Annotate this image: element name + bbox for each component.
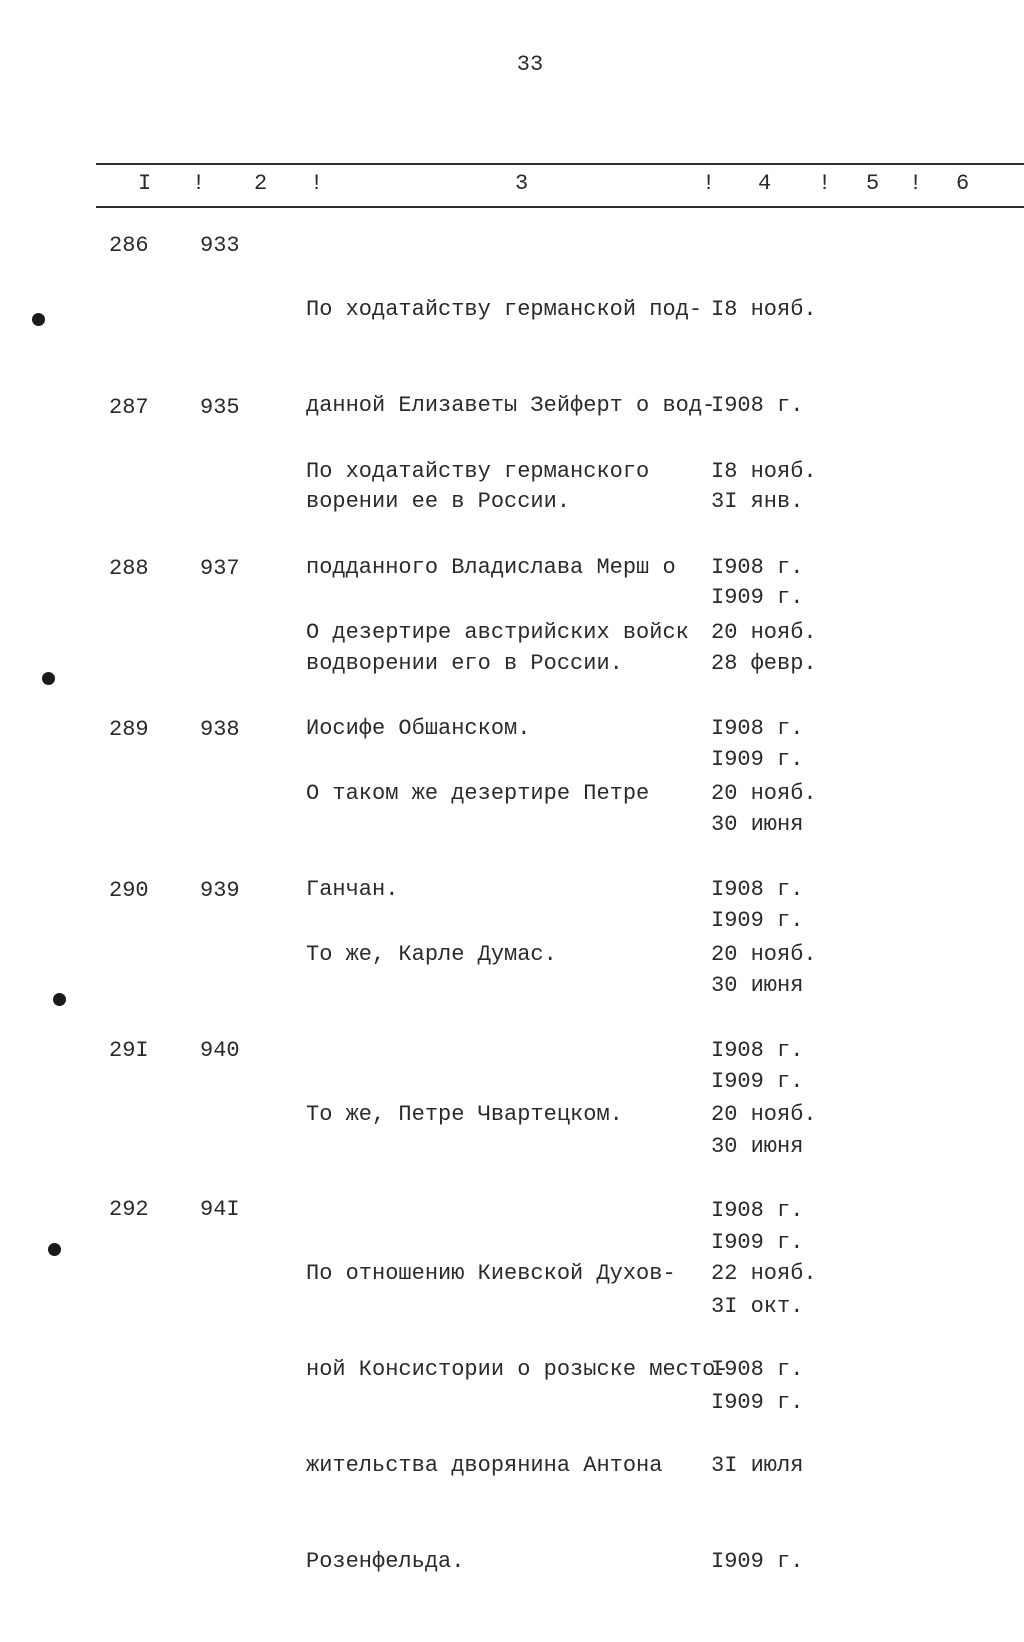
date-line: I909 г. [711,747,804,772]
title-line: подданного Владислава Мерш о [306,555,676,580]
punch-hole-mark [48,1243,61,1256]
case-number: 933 [200,233,240,258]
title-line: То же, Петре Чвартецком. [306,1102,623,1127]
entry-number: 288 [109,556,149,581]
date-line: I8 нояб. [711,297,817,322]
entry-title [306,1035,711,1195]
date-line: I908 г. [711,393,804,418]
entry-title [306,1194,729,1642]
date-line: I8 нояб. [711,459,817,484]
title-line: Ганчан. [306,877,399,902]
date-line: I908 г. [711,1357,804,1382]
case-number: 939 [200,878,240,903]
title-line: Иосифе Обшанском. [306,716,531,741]
entry-dates [711,1194,817,1642]
title-line: По ходатайству германского [306,459,650,484]
table-header [0,171,1024,201]
date-line: I909 г. [711,1549,804,1574]
table-top-rule [96,163,1024,165]
entry-title [306,875,711,1035]
date-line: I908 г. [711,555,804,580]
header-separator: ! [818,171,832,196]
title-line: водворении его в России. [306,651,623,676]
date-line: I908 г. [711,877,804,902]
case-number: 94I [200,1197,240,1222]
date-line: I908 г. [711,716,804,741]
entry-number: 286 [109,233,149,258]
header-separator: ! [192,171,206,196]
date-line: 3I июля [711,1453,804,1478]
title-line: То же, Карле Думас. [306,942,557,967]
case-number: 935 [200,395,240,420]
header-separator: ! [310,171,324,196]
punch-hole-mark [32,313,45,326]
title-line: данной Елизаветы Зейферт о вод- [306,393,716,418]
table-header-rule [96,206,1024,208]
header-col-6: 6 [956,171,970,196]
date-line: 30 июня [711,973,804,998]
case-number: 937 [200,556,240,581]
punch-hole-mark [42,672,55,685]
entry-number: 287 [109,395,149,420]
date-line: I909 г. [711,1230,804,1255]
case-number: 938 [200,717,240,742]
date-line: 30 июня [711,812,804,837]
title-line: ворении ее в России. [306,489,571,514]
page-number: 33 [516,52,544,77]
header-col-3: 3 [515,171,529,196]
header-col-5: 5 [866,171,880,196]
title-line: ной Консистории о розыске место- [306,1357,729,1382]
date-line: I908 г. [711,1198,804,1223]
date-line: 20 нояб. [711,781,817,806]
header-separator: ! [702,171,716,196]
date-line: I908 г. [711,1038,804,1063]
entry-number: 292 [109,1197,149,1222]
date-line: 20 нояб. [711,1102,817,1127]
date-line: 20 нояб. [711,942,817,967]
case-number: 940 [200,1038,240,1063]
title-line: По отношению Киевской Духов- [306,1261,676,1286]
date-line: 3I янв. [711,489,804,514]
date-line: I909 г. [711,908,804,933]
title-line: По ходатайству германской под- [306,297,703,322]
title-line: О таком же дезертире Петре [306,781,650,806]
header-separator: ! [909,171,923,196]
entry-number: 29I [109,1038,149,1063]
title-line: О дезертире австрийских войск [306,620,689,645]
entry-number: 290 [109,878,149,903]
title-line: Розенфельда. [306,1549,465,1574]
date-line: I909 г. [711,1069,804,1094]
header-col-4: 4 [758,171,772,196]
date-line: I909 г. [711,1390,804,1415]
date-line: I909 г. [711,585,804,610]
title-line: жительства дворянина Антона [306,1453,663,1478]
date-line: 20 нояб. [711,620,817,645]
date-line: 3I окт. [711,1294,804,1319]
header-col-1: I [138,171,152,196]
date-line: 22 нояб. [711,1261,817,1286]
punch-hole-mark [53,993,66,1006]
date-line: 28 февр. [711,651,817,676]
entry-number: 289 [109,717,149,742]
date-line: 30 июня [711,1134,804,1159]
header-col-2: 2 [254,171,268,196]
